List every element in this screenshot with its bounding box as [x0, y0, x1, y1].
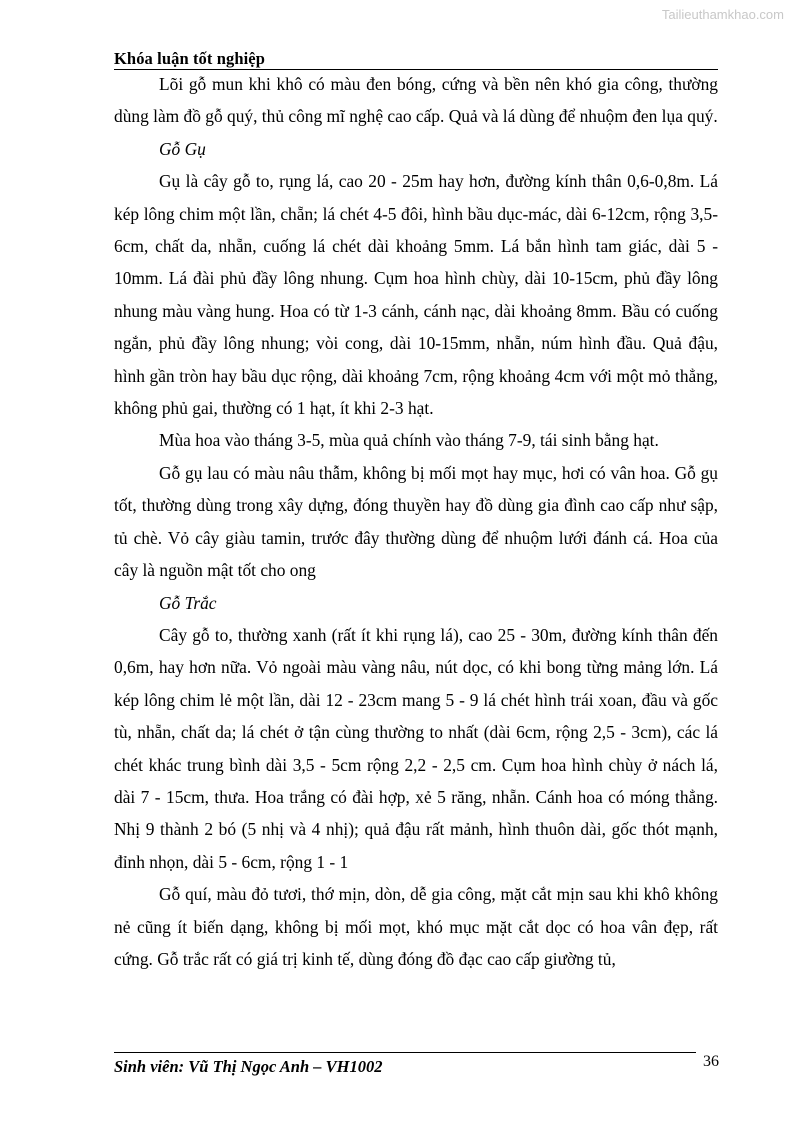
document-body: [114, 68, 718, 975]
watermark: Tailieuthamkhao.com: [661, 7, 784, 22]
paragraph: Cây gỗ to, thường xanh (rất ít khi rụng lá), cao 25 - 30m, đường kính thân đến 0,6m, hay hơn nữa. Vỏ ngoài màu vàng nâu, nút dọc, có khi bong từng mảng lớn. Lá kép lông chim lẻ một lần, dài 12 - 23cm mang 5 - 9 lá chét hình trái xoan, đầu và gốc tù, nhẵn, chất da; lá chét ở tận cùng thường to nhất (dài 6cm, rộng 2,5 - 3cm), các lá chét khác trung bình dài 3,5 - 5cm rộng 2,2 - 2,5 cm. Cụm hoa hình chùy ở nách lá, dài 7 - 15cm, thưa. Hoa trắng có đài hợp, xẻ 5 răng, nhẵn. Cánh hoa có móng thẳng. Nhị 9 thành 2 bó (5 nhị và 4 nhị); quả đậu rất mảnh, hình thuôn dài, gốc thót mạnh, đỉnh nhọn, dài 5 - 6cm, rộng 1 - 1: [114, 624, 718, 872]
paragraph: Gụ là cây gỗ to, rụng lá, cao 20 - 25m hay hơn, đường kính thân 0,6-0,8m. Lá kép lông chim một lần, chẵn; lá chét 4-5 đôi, hình bầu dục-mác, dài 6-12cm, rộng 3,5-6cm, chất da, nhẵn, cuống lá chét dài khoảng 5mm. Lá bắn hình tam giác, dài 5 - 10mm. Lá đài phủ đầy lông nhung. Cụm hoa hình chùy, dài 10-15cm, phủ đầy lông nhung màu vàng hung. Hoa có từ 1-3 cánh, cánh nạc, dài khoảng 8mm. Bầu có cuống ngắn, phủ đầy lông nhung; vòi cong, dài 10-15mm, nhẵn, núm hình đầu. Quả đậu, hình gần tròn hay bầu dục rộng, dài khoảng 7cm, rộng khoảng 4cm với một mỏ thẳng, không phủ gai, thường có 1 hạt, ít khi 2-3 hạt.: [114, 171, 718, 419]
paragraph: Mùa hoa vào tháng 3-5, mùa quả chính vào tháng 7-9, tái sinh bằng hạt.: [159, 430, 659, 451]
paragraph: Gỗ gụ lau có màu nâu thẫm, không bị mối mọt hay mục, hơi có vân hoa. Gỗ gụ tốt, thường dùng trong xây dựng, đóng thuyền hay đồ dùng gia đình cao cấp như sập, tủ chè. Vỏ cây giàu tamin, trước đây thường dùng để nhuộm lưới đánh cá. Hoa của cây là nguồn mật tốt cho ong: [114, 462, 718, 581]
page-number: 36: [703, 1053, 719, 1070]
page-header-title: Khóa luận tốt nghiệp: [114, 49, 265, 68]
section-heading: Gỗ Gụ: [159, 138, 206, 159]
paragraph: Lõi gỗ mun khi khô có màu đen bóng, cứng và bền nên khó gia công, thường dùng làm đồ gỗ quý, thủ công mĩ nghệ cao cấp. Quả và lá dùng để nhuộm đen lụa quý.: [114, 74, 718, 127]
section-heading: Gỗ Trắc: [159, 592, 217, 613]
paragraph: Gỗ quí, màu đỏ tươi, thớ mịn, dòn, dễ gia công, mặt cắt mịn sau khi khô không nẻ cũng ít biến dạng, không bị mối mọt, khó mục mặt cắt dọc có hoa vân đẹp, rất cứng. Gỗ trắc rất có giá trị kinh tế, dùng đóng đồ đạc cao cấp giường tủ,: [114, 884, 718, 969]
footer-divider: [114, 1052, 696, 1053]
footer-author: Sinh viên: Vũ Thị Ngọc Anh – VH1002: [114, 1057, 383, 1076]
